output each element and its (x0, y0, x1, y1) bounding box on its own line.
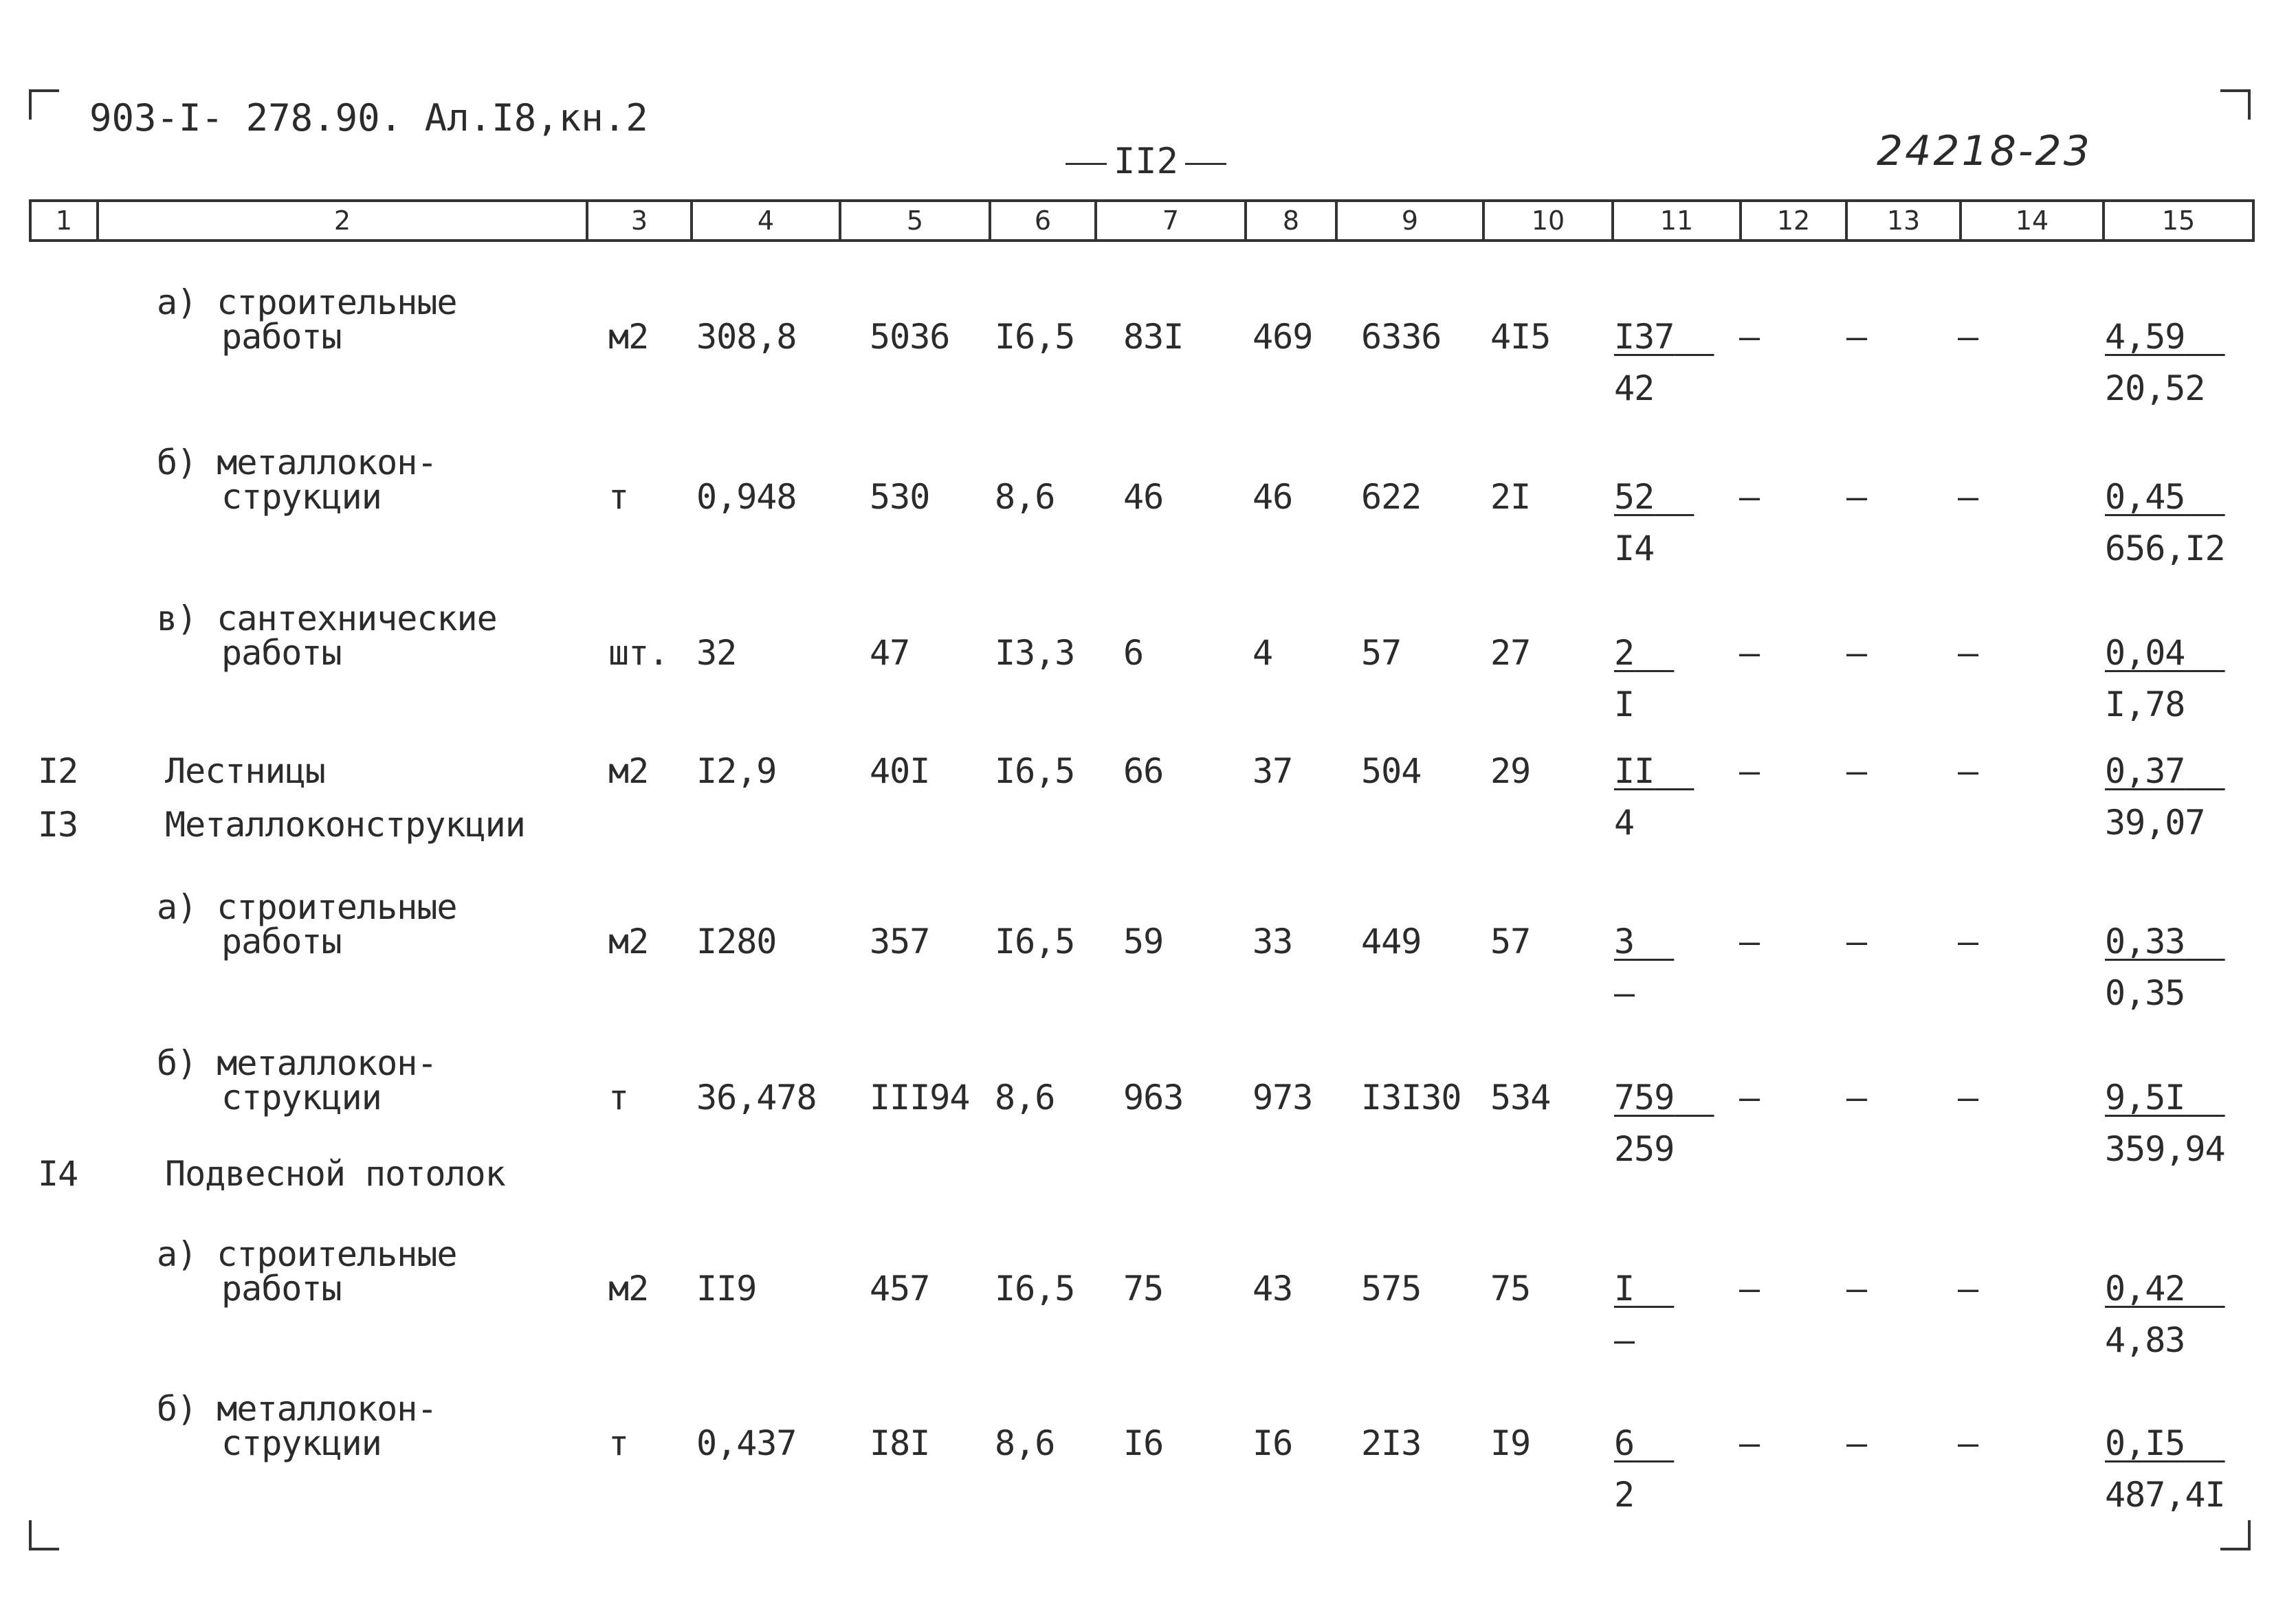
unit-cell: м2 (608, 922, 649, 961)
column-header-6: 6 (991, 202, 1097, 239)
fraction-top-col-11: 6 (1614, 1423, 1635, 1463)
column-header-row (29, 199, 2255, 242)
value-cell-c9: 2I3 (1361, 1423, 1422, 1463)
value-cell-c9: 575 (1361, 1269, 1422, 1309)
column-header-4: 4 (693, 202, 841, 239)
row-name: б) металлокон- (157, 1389, 437, 1429)
fraction-top-col-11: II (1614, 751, 1655, 791)
value-cell-c10: 2I (1490, 477, 1531, 517)
value-cell-c4: I280 (696, 922, 777, 961)
fraction-bottom-col-11: I (1614, 685, 1635, 724)
fraction-top-col-11: 2 (1614, 633, 1635, 673)
handwritten-number: 24218-23 (1877, 127, 2092, 175)
value-cell-c4: 36,478 (696, 1078, 817, 1117)
page-number-text: II2 (1114, 141, 1178, 182)
fraction-bottom-col-15: 20,52 (2105, 368, 2205, 408)
value-cell-c9: 57 (1361, 633, 1402, 673)
value-cell-c4: I2,9 (696, 751, 777, 791)
corner-mark-bottom-left (29, 1520, 59, 1550)
value-cell-c14: – (1958, 751, 1978, 791)
value-cell-c14: – (1958, 633, 1978, 673)
row-name: работы (221, 922, 342, 961)
unit-cell: м2 (608, 317, 649, 357)
value-cell-c14: – (1958, 477, 1978, 517)
fraction-bottom-col-15: 656,I2 (2105, 529, 2225, 568)
value-cell-c5: I8I (870, 1423, 930, 1463)
fraction-top-col-15: 0,I5 (2105, 1423, 2185, 1463)
fraction-top-col-15: 0,04 (2105, 633, 2185, 673)
row-number: I2 (38, 751, 78, 791)
value-cell-c7: 46 (1123, 477, 1164, 517)
column-header-1: 1 (32, 202, 99, 239)
value-cell-c14: – (1958, 317, 1978, 357)
value-cell-c13: – (1846, 922, 1867, 961)
row-number: I3 (38, 805, 78, 845)
fraction-top-col-15: 0,45 (2105, 477, 2185, 517)
value-cell-c6: I3,3 (995, 633, 1075, 673)
row-name: а) строительные (157, 282, 457, 322)
fraction-bottom-col-15: 487,4I (2105, 1475, 2225, 1515)
value-cell-c7: 59 (1123, 922, 1164, 961)
corner-mark-top-right (2220, 89, 2251, 120)
value-cell-c7: 963 (1123, 1078, 1184, 1117)
value-cell-c7: 75 (1123, 1269, 1164, 1309)
column-header-11: 11 (1614, 202, 1742, 239)
value-cell-c8: 37 (1252, 751, 1293, 791)
value-cell-c12: – (1739, 922, 1760, 961)
value-cell-c6: I6,5 (995, 751, 1075, 791)
value-cell-c6: I6,5 (995, 922, 1075, 961)
column-header-10: 10 (1485, 202, 1614, 239)
value-cell-c10: 29 (1490, 751, 1531, 791)
value-cell-c9: 504 (1361, 751, 1422, 791)
value-cell-c12: – (1739, 1078, 1760, 1117)
value-cell-c4: 308,8 (696, 317, 797, 357)
value-cell-c5: 47 (870, 633, 910, 673)
value-cell-c7: 6 (1123, 633, 1144, 673)
value-cell-c8: 43 (1252, 1269, 1293, 1309)
value-cell-c10: 27 (1490, 633, 1531, 673)
fraction-bottom-col-15: 39,07 (2105, 803, 2205, 843)
value-cell-c13: – (1846, 751, 1867, 791)
row-name: а) строительные (157, 887, 457, 927)
unit-cell: м2 (608, 1269, 649, 1309)
value-cell-c7: I6 (1123, 1423, 1164, 1463)
value-cell-c6: 8,6 (995, 1078, 1055, 1117)
fraction-bottom-col-11: 259 (1614, 1129, 1675, 1169)
page-number (1059, 141, 1233, 182)
value-cell-c5: 40I (870, 751, 930, 791)
value-cell-c12: – (1739, 1269, 1760, 1309)
row-name: б) металлокон- (157, 443, 437, 482)
value-cell-c8: 46 (1252, 477, 1293, 517)
fraction-bottom-col-11: – (1614, 1320, 1635, 1360)
column-header-8: 8 (1247, 202, 1338, 239)
value-cell-c5: 457 (870, 1269, 930, 1309)
fraction-bottom-col-11: 42 (1614, 368, 1655, 408)
value-cell-c10: I9 (1490, 1423, 1531, 1463)
value-cell-c10: 534 (1490, 1078, 1551, 1117)
unit-cell: м2 (608, 751, 649, 791)
fraction-bottom-col-15: 0,35 (2105, 973, 2185, 1013)
fraction-bottom-col-11: I4 (1614, 529, 1655, 568)
fraction-bottom-col-11: – (1614, 973, 1635, 1013)
unit-cell: т (608, 1423, 629, 1463)
value-cell-c8: 4 (1252, 633, 1273, 673)
value-cell-c9: I3I30 (1361, 1078, 1461, 1117)
value-cell-c6: 8,6 (995, 1423, 1055, 1463)
value-cell-c13: – (1846, 633, 1867, 673)
value-cell-c7: 66 (1123, 751, 1164, 791)
value-cell-c10: 75 (1490, 1269, 1531, 1309)
value-cell-c4: 32 (696, 633, 737, 673)
fraction-top-col-11: 3 (1614, 922, 1635, 961)
fraction-top-col-15: 0,33 (2105, 922, 2185, 961)
value-cell-c6: 8,6 (995, 477, 1055, 517)
value-cell-c5: III94 (870, 1078, 970, 1117)
fraction-top-col-11: I (1614, 1269, 1635, 1309)
value-cell-c4: II9 (696, 1269, 757, 1309)
value-cell-c5: 5036 (870, 317, 950, 357)
row-name: Подвесной потолок (165, 1154, 505, 1194)
column-header-13: 13 (1848, 202, 1962, 239)
fraction-bottom-col-11: 4 (1614, 803, 1635, 843)
value-cell-c13: – (1846, 1078, 1867, 1117)
value-cell-c10: 57 (1490, 922, 1531, 961)
value-cell-c9: 6336 (1361, 317, 1442, 357)
fraction-bottom-col-11: 2 (1614, 1475, 1635, 1515)
fraction-bottom-col-15: 4,83 (2105, 1320, 2185, 1360)
row-name: работы (221, 633, 342, 673)
column-header-14: 14 (1962, 202, 2105, 239)
value-cell-c12: – (1739, 751, 1760, 791)
column-header-7: 7 (1097, 202, 1247, 239)
document-code: 903-I- 278.90. Ал.I8,кн.2 (89, 96, 648, 140)
value-cell-c8: 973 (1252, 1078, 1313, 1117)
fraction-top-col-15: 9,5I (2105, 1078, 2185, 1117)
unit-cell: шт. (608, 633, 669, 673)
value-cell-c4: 0,948 (696, 477, 797, 517)
value-cell-c9: 622 (1361, 477, 1422, 517)
row-name: работы (221, 317, 342, 357)
fraction-top-col-15: 0,37 (2105, 751, 2185, 791)
row-name: а) строительные (157, 1234, 457, 1274)
row-name: работы (221, 1269, 342, 1309)
value-cell-c5: 357 (870, 922, 930, 961)
row-name: Лестницы (165, 751, 325, 791)
fraction-top-col-15: 4,59 (2105, 317, 2185, 357)
column-header-12: 12 (1742, 202, 1848, 239)
row-name: струкции (221, 1078, 382, 1117)
value-cell-c14: – (1958, 922, 1978, 961)
value-cell-c13: – (1846, 317, 1867, 357)
row-name: Металлоконструкции (165, 805, 525, 845)
value-cell-c13: – (1846, 1269, 1867, 1309)
column-header-3: 3 (588, 202, 693, 239)
row-name: в) сантехнические (157, 599, 497, 638)
value-cell-c6: I6,5 (995, 1269, 1075, 1309)
fraction-bottom-col-15: 359,94 (2105, 1129, 2225, 1169)
value-cell-c13: – (1846, 477, 1867, 517)
value-cell-c5: 530 (870, 477, 930, 517)
value-cell-c13: – (1846, 1423, 1867, 1463)
value-cell-c4: 0,437 (696, 1423, 797, 1463)
value-cell-c12: – (1739, 477, 1760, 517)
value-cell-c14: – (1958, 1269, 1978, 1309)
row-number: I4 (38, 1154, 78, 1194)
column-header-2: 2 (99, 202, 588, 239)
fraction-top-col-11: 52 (1614, 477, 1655, 517)
corner-mark-bottom-right (2220, 1520, 2251, 1550)
value-cell-c8: I6 (1252, 1423, 1293, 1463)
fraction-bottom-col-15: I,78 (2105, 685, 2185, 724)
value-cell-c12: – (1739, 633, 1760, 673)
column-header-5: 5 (841, 202, 991, 239)
value-cell-c12: – (1739, 317, 1760, 357)
value-cell-c10: 4I5 (1490, 317, 1551, 357)
unit-cell: т (608, 1078, 629, 1117)
value-cell-c9: 449 (1361, 922, 1422, 961)
value-cell-c6: I6,5 (995, 317, 1075, 357)
fraction-top-col-11: I37 (1614, 317, 1675, 357)
corner-mark-top-left (29, 89, 59, 120)
value-cell-c8: 469 (1252, 317, 1313, 357)
value-cell-c7: 83I (1123, 317, 1184, 357)
row-name: струкции (221, 477, 382, 517)
unit-cell: т (608, 477, 629, 517)
value-cell-c14: – (1958, 1078, 1978, 1117)
fraction-top-col-15: 0,42 (2105, 1269, 2185, 1309)
fraction-top-col-11: 759 (1614, 1078, 1675, 1117)
column-header-9: 9 (1338, 202, 1485, 239)
column-header-15: 15 (2161, 205, 2196, 236)
value-cell-c8: 33 (1252, 922, 1293, 961)
value-cell-c12: – (1739, 1423, 1760, 1463)
row-name: б) металлокон- (157, 1043, 437, 1083)
value-cell-c14: – (1958, 1423, 1978, 1463)
row-name: струкции (221, 1423, 382, 1463)
